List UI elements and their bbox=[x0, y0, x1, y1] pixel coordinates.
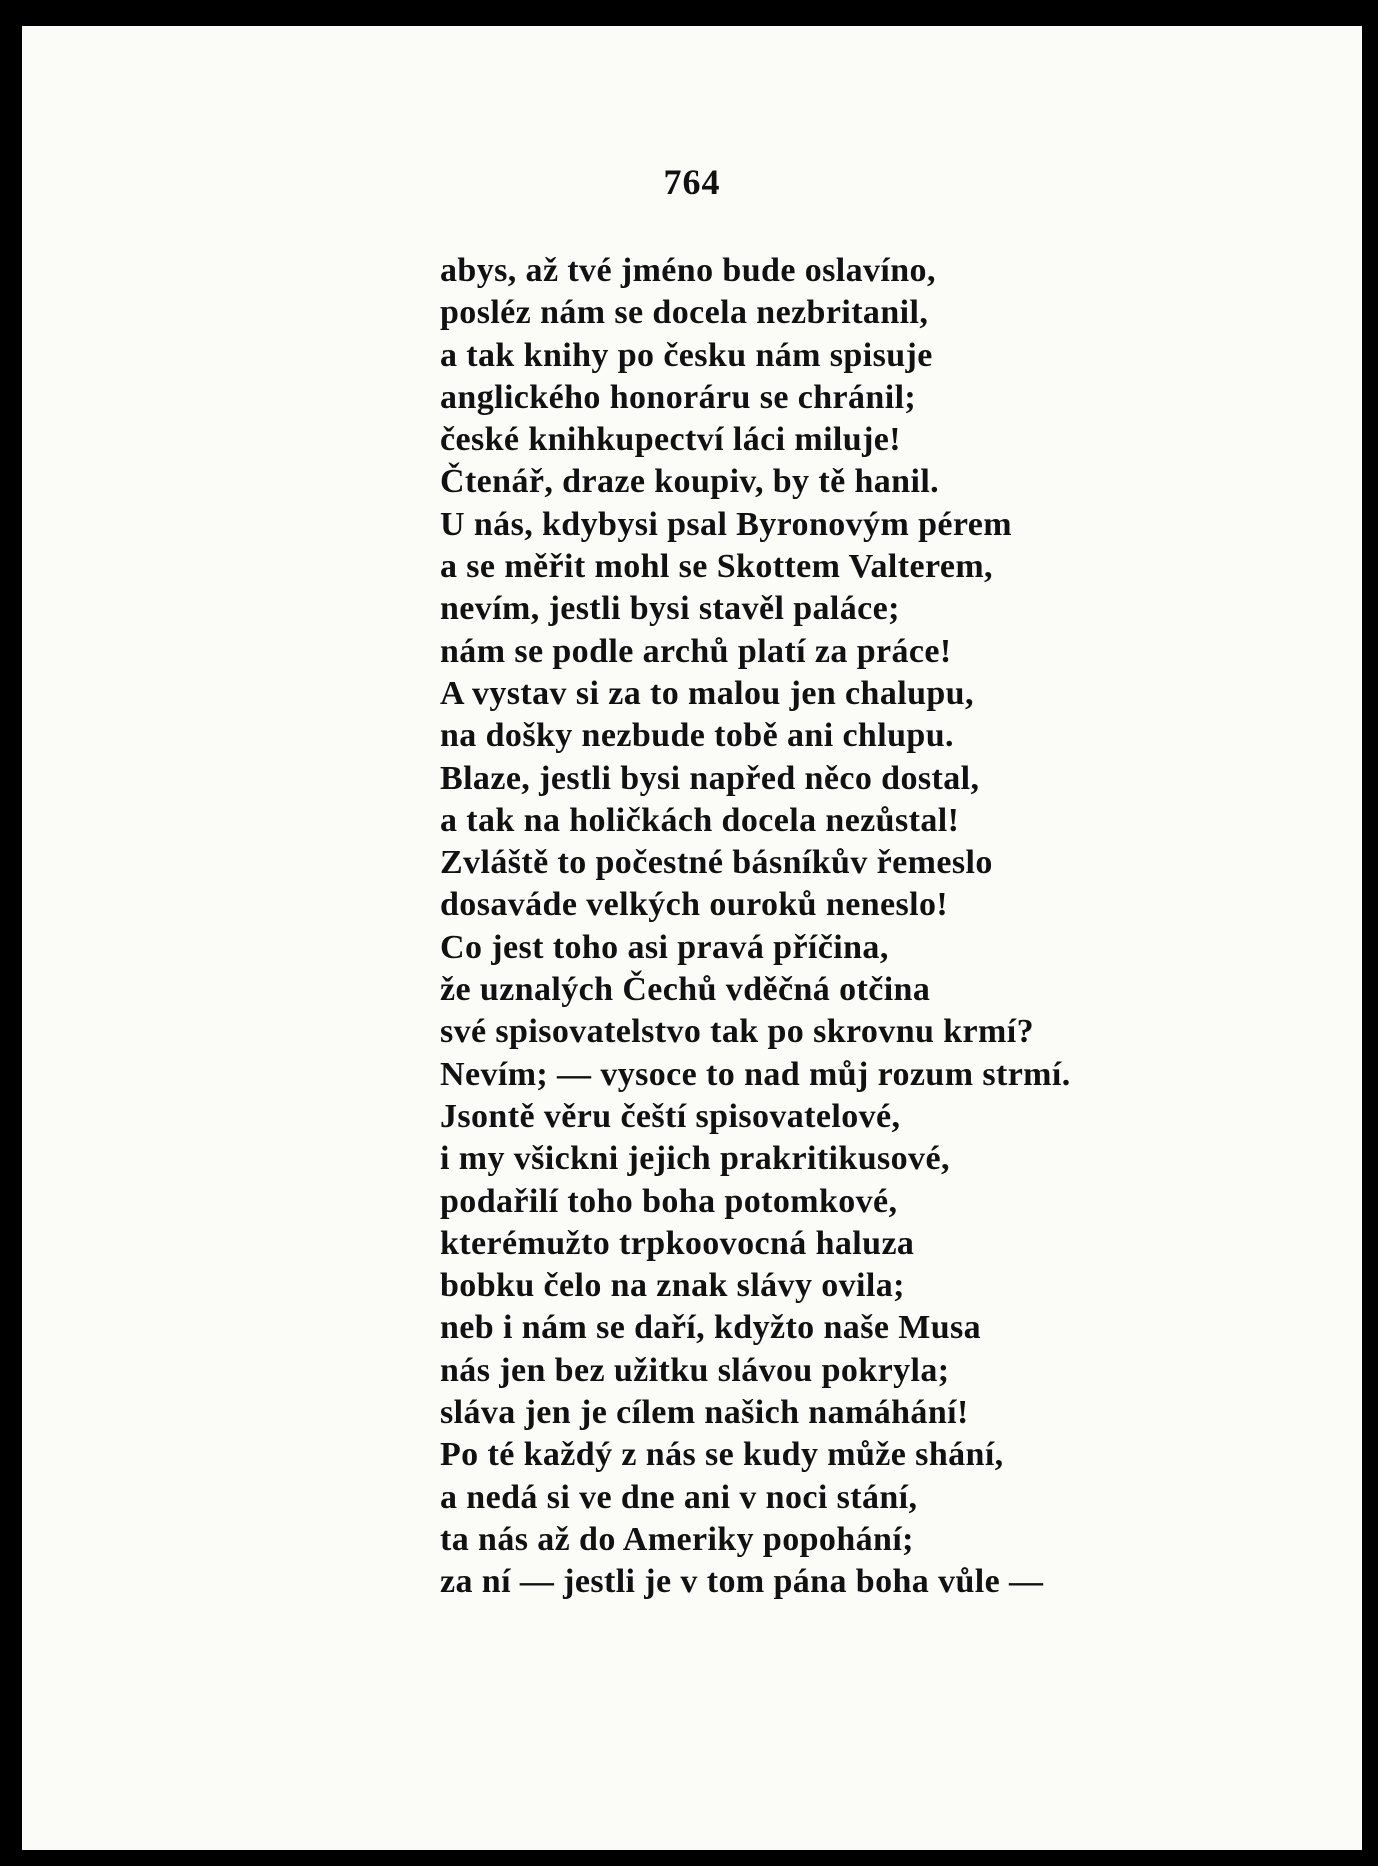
poem-text bbox=[440, 250, 1071, 1604]
poem-line: české knihkupectví láci miluje! bbox=[440, 421, 902, 459]
poem-line: Jsontě věru čeští spisovatelové, bbox=[440, 1097, 901, 1135]
poem-line: abys, až tvé jméno bude oslavíno, bbox=[440, 252, 936, 289]
poem-line: anglického honoráru se chránil; bbox=[440, 378, 917, 416]
poem-line: nás jen bez užitku slávou pokryla; bbox=[440, 1351, 950, 1389]
poem-line: dosaváde velkých ouroků neneslo! bbox=[440, 886, 949, 924]
poem-line: U nás, kdybysi psal Byronovým pérem bbox=[440, 505, 1012, 543]
poem-line: že uznalých Čechů vděčná otčina bbox=[440, 971, 931, 1009]
poem-line: posléz nám se docela nezbritanil, bbox=[440, 294, 929, 332]
poem-line: kterémužto trpkoovocná haluza bbox=[440, 1224, 915, 1262]
poem-line: Po té každý z nás se kudy může shání, bbox=[440, 1436, 1004, 1474]
poem-line: A vystav si za to malou jen chalupu, bbox=[440, 674, 974, 712]
poem-line: Blaze, jestli bysi napřed něco dostal, bbox=[440, 759, 980, 797]
poem-line: a tak na holičkách docela nezůstal! bbox=[440, 801, 960, 839]
poem-line: a se měřit mohl se Skottem Valterem, bbox=[440, 548, 993, 586]
poem-line: a tak knihy po česku nám spisuje bbox=[440, 336, 933, 374]
poem-line: ta nás až do Ameriky popohání; bbox=[440, 1520, 914, 1558]
poem-line: neb i nám se daří, kdyžto naše Musa bbox=[440, 1309, 982, 1347]
poem-line: své spisovatelstvo tak po skrovnu krmí? bbox=[440, 1013, 1034, 1051]
poem-line: Co jest toho asi pravá příčina, bbox=[440, 928, 889, 966]
page-number: 764 bbox=[663, 162, 721, 202]
book-page bbox=[22, 26, 1362, 1850]
poem-line: a nedá si ve dne ani v noci stání, bbox=[440, 1478, 918, 1516]
poem-line: Nevím; — vysoce to nad můj rozum strmí. bbox=[440, 1055, 1071, 1093]
poem-line: nevím, jestli bysi stavěl paláce; bbox=[440, 590, 900, 628]
poem-line: na došky nezbude tobě ani chlupu. bbox=[440, 717, 954, 755]
poem-line: Čtenář, draze koupiv, by tě hanil. bbox=[440, 463, 940, 501]
poem-line: nám se podle archů platí za práce! bbox=[440, 632, 952, 670]
poem-line: sláva jen je cílem našich namáhání! bbox=[440, 1394, 969, 1432]
poem-line: podařilí toho boha potomkové, bbox=[440, 1182, 898, 1220]
poem-line: Zvláště to počestné básníkův řemeslo bbox=[440, 844, 993, 882]
poem-line: bobku čelo na znak slávy ovila; bbox=[440, 1267, 905, 1305]
poem-line: i my všickni jejich prakritikusové, bbox=[440, 1140, 950, 1178]
poem-line: za ní — jestli je v tom pána boha vůle — bbox=[440, 1563, 1044, 1601]
